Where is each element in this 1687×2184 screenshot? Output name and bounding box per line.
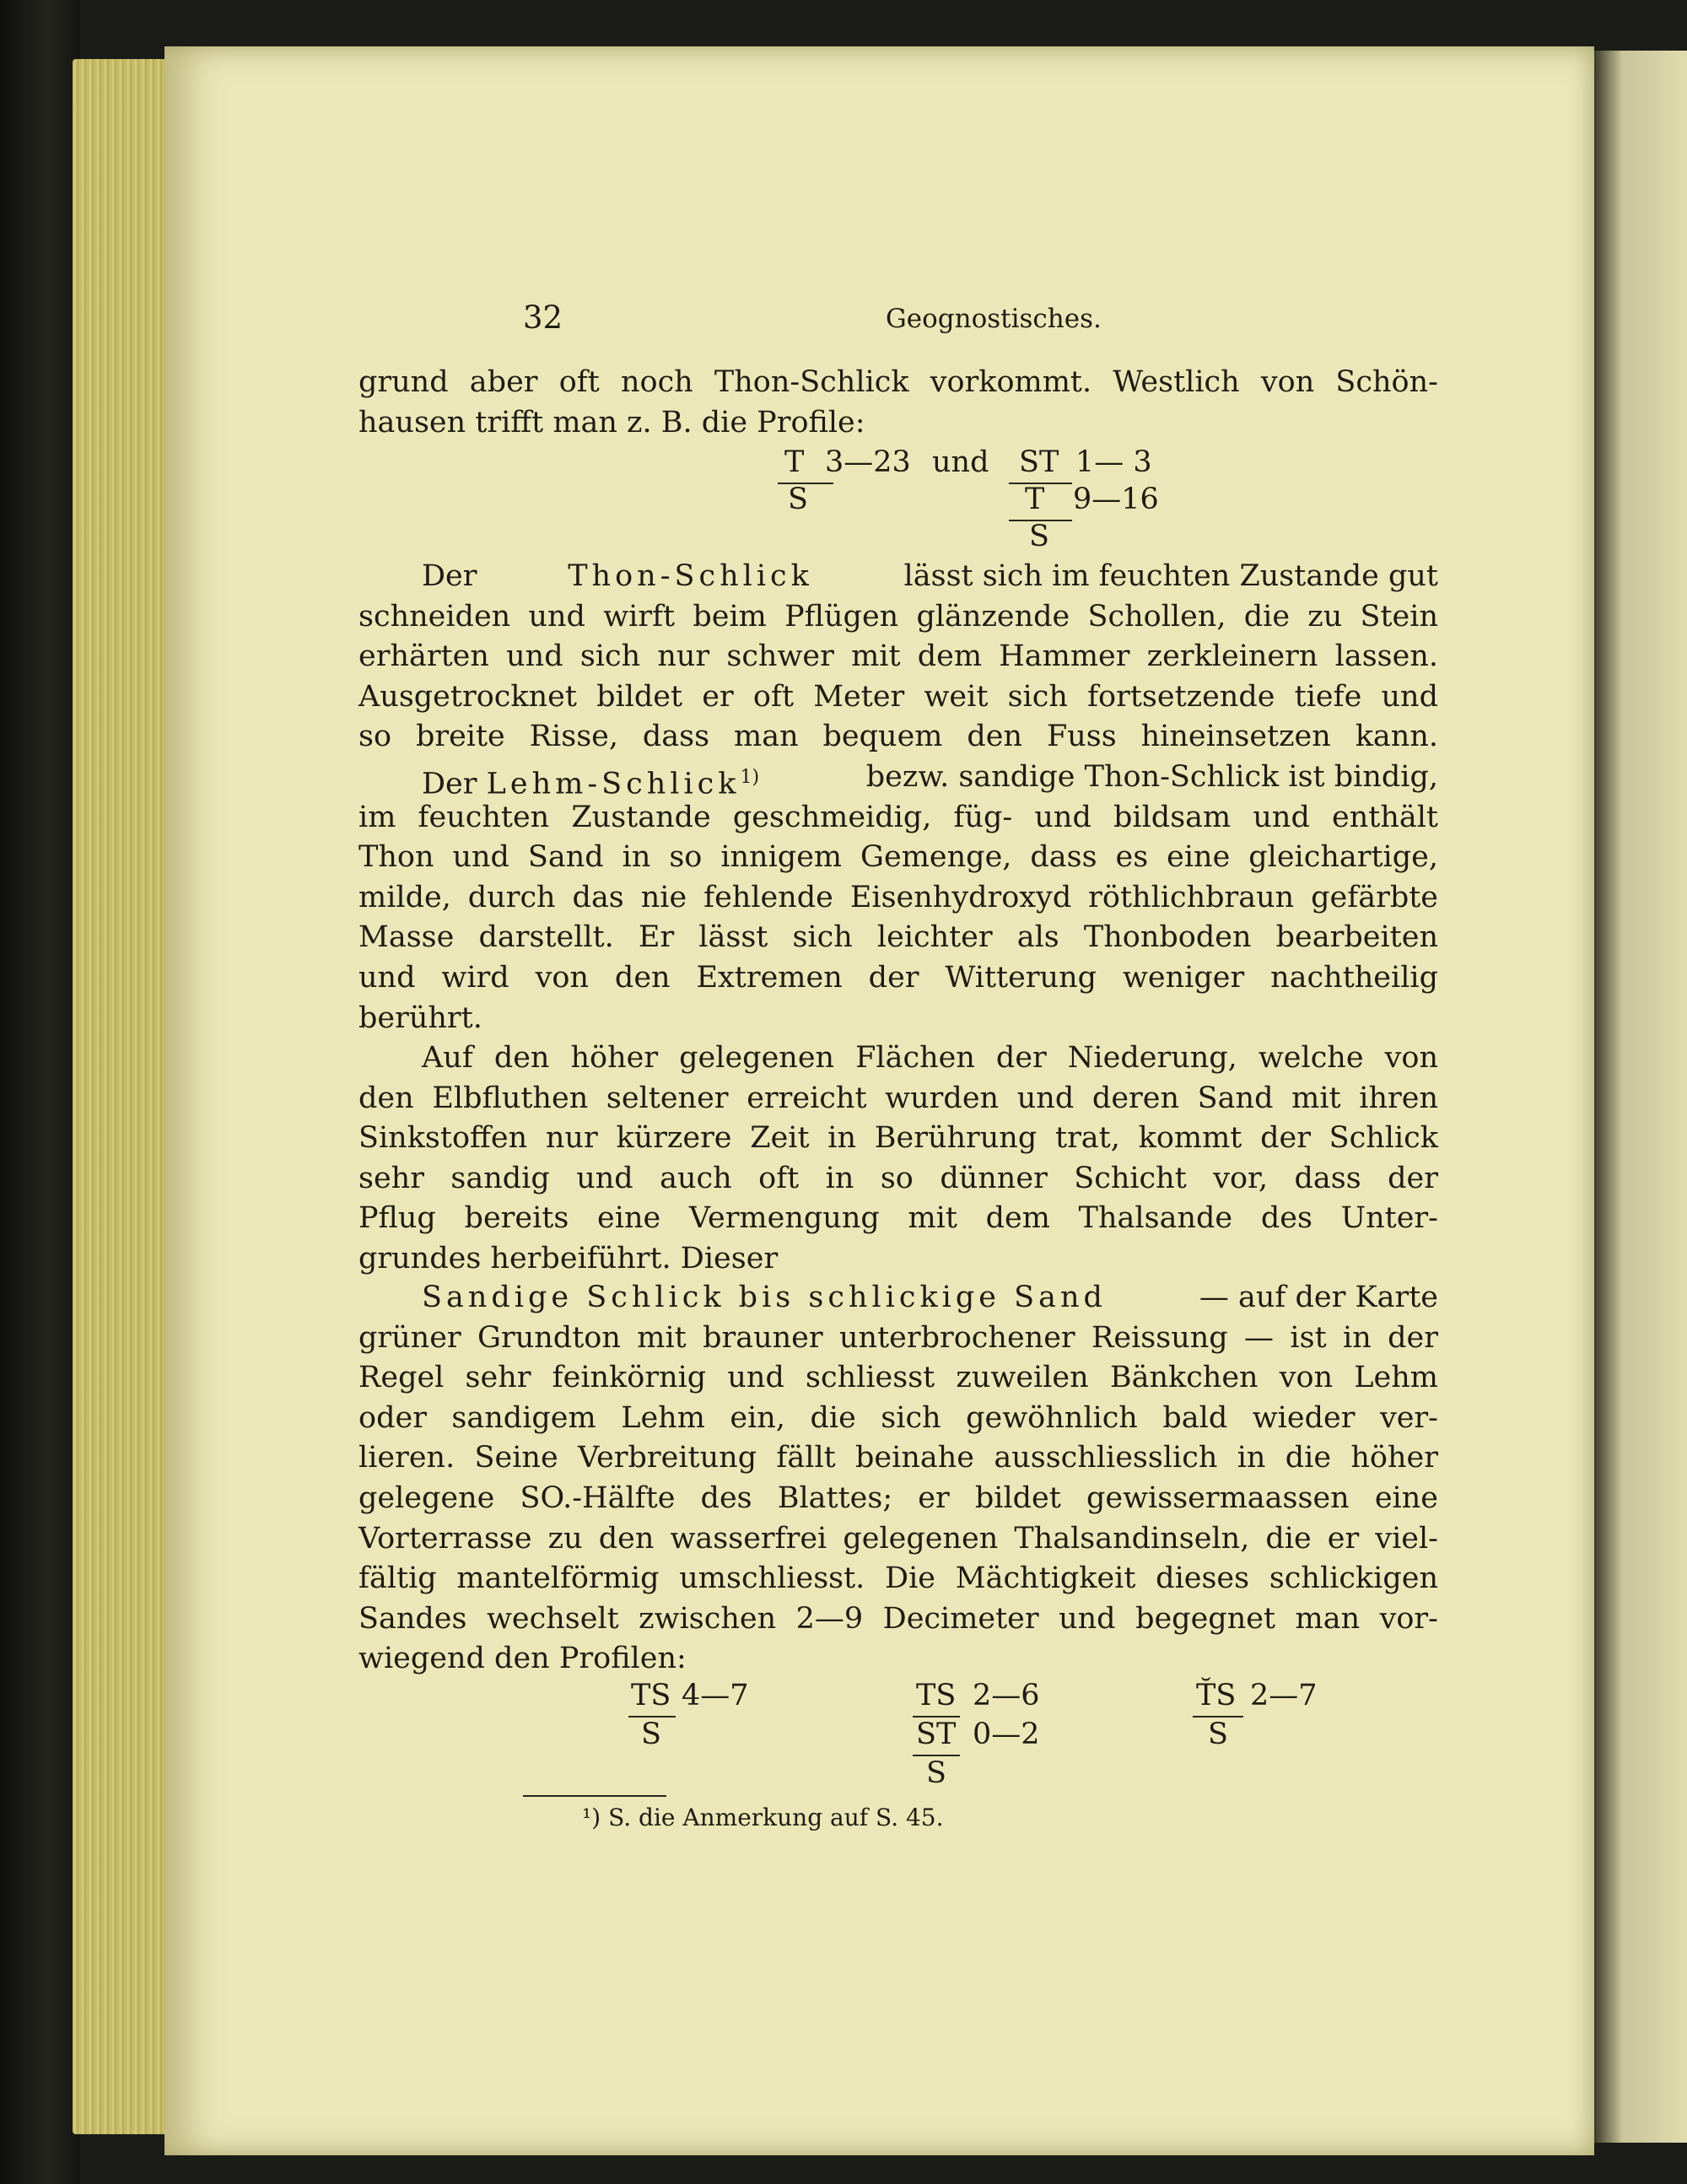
spaced-term: Lehm-Schlick bbox=[486, 767, 741, 801]
text-line: Auf den höher gelegenen Flächen der Niederung, welche von bbox=[422, 1041, 1438, 1075]
text-line: Sinkstoffen nur kürzere Zeit in Berührung trat, kommt der Schlick bbox=[358, 1121, 1438, 1156]
book-spine bbox=[0, 0, 80, 2184]
formula-term: T̆S bbox=[1196, 1679, 1237, 1712]
footnote-mark: ¹) bbox=[582, 1804, 601, 1831]
footnote-mark: 1) bbox=[740, 767, 760, 788]
formula-value: 0—2 bbox=[973, 1718, 1040, 1751]
formula-term: T bbox=[1025, 483, 1045, 516]
formula-term: S bbox=[1029, 520, 1049, 553]
formula-value: 2—7 bbox=[1250, 1679, 1318, 1712]
formula-term: TS bbox=[631, 1679, 671, 1712]
formula-term: S bbox=[788, 483, 808, 516]
paragraph-1 bbox=[358, 363, 1438, 443]
formula-value: 3—23 bbox=[825, 445, 911, 479]
text-line: milde, durch das nie fehlende Eisenhydroxyd röthlichbraun gefärbte bbox=[358, 880, 1438, 914]
text-line: Sandes wechselt zwischen 2—9 Decimeter und begegnet man vor- bbox=[358, 1601, 1438, 1636]
formula-value: 9—16 bbox=[1073, 483, 1159, 516]
formula-term: ST bbox=[916, 1718, 957, 1751]
formula-term: S bbox=[641, 1718, 661, 1751]
spaced-term: Thon-Schlick bbox=[568, 559, 813, 593]
footnote-rule bbox=[523, 1795, 666, 1797]
formula-value: 4—7 bbox=[682, 1679, 749, 1712]
adjacent-page-edge bbox=[1594, 51, 1687, 2143]
text-line: Pflug bereits eine Vermengung mit dem Thalsande des Unter- bbox=[358, 1201, 1438, 1236]
text-line: grüner Grundton mit brauner unterbrochener Reissung — ist in der bbox=[358, 1320, 1438, 1355]
text-line bbox=[358, 758, 1438, 801]
text-line: gelegene SO.-Hälfte des Blattes; er bildet gewissermaassen eine bbox=[358, 1480, 1438, 1515]
formula-term: ST bbox=[1019, 445, 1059, 479]
text-line: lieren. Seine Verbreitung fällt beinahe ausschliesslich in die höher bbox=[358, 1441, 1438, 1475]
text-line: und wird von den Extremen der Witterung weniger nachtheilig bbox=[358, 960, 1438, 995]
paragraph-2 bbox=[358, 557, 1438, 758]
formula-term: S bbox=[926, 1756, 946, 1790]
text-line: Vorterrasse zu den wasserfrei gelegenen Thalsandinseln, die er viel- bbox=[358, 1521, 1438, 1556]
footnote bbox=[582, 1804, 944, 1831]
text-line: fältig mantelförmig umschliesst. Die Mächtigkeit dieses schlickigen bbox=[358, 1561, 1438, 1596]
text-fragment: — auf der Karte bbox=[1199, 1281, 1438, 1314]
text-line: Regel sehr feinkörnig und schliesst zuweilen Bänkchen von Lehm bbox=[358, 1361, 1438, 1395]
text-line: grundes herbeiführt. Dieser bbox=[358, 1241, 779, 1275]
formula-conjunction: und bbox=[932, 445, 989, 479]
text-fragment: lässt sich im feuchten Zustande gut bbox=[903, 559, 1438, 593]
text-line: sehr sandig und auch oft in so dünner Schicht vor, dass der bbox=[358, 1161, 1438, 1195]
text-line: grund aber oft noch Thon-Schlick vorkommt. Westlich von Schön- bbox=[358, 365, 1438, 399]
page-number: 32 bbox=[523, 299, 563, 336]
text-line bbox=[358, 1278, 1438, 1318]
spaced-term: Sandige Schlick bis schlickige Sand bbox=[422, 1281, 1107, 1314]
footnote-text: S. die Anmerkung auf S. 45. bbox=[608, 1804, 944, 1831]
formula-value: 2—6 bbox=[973, 1679, 1040, 1712]
page-edges bbox=[73, 59, 167, 2134]
text-line: schneiden und wirft beim Pflügen glänzende Schollen, die zu Stein bbox=[358, 599, 1438, 634]
text-line: im feuchten Zustande geschmeidig, füg- und bildsam und enthält bbox=[358, 800, 1438, 834]
text-line: Thon und Sand in so innigem Gemenge, dass es eine gleichartige, bbox=[358, 840, 1438, 875]
text-line: Ausgetrocknet bildet er oft Meter weit sich fortsetzende tiefe und bbox=[358, 679, 1438, 714]
text-fragment: Der Lehm-Schlick$^{1)}$ bbox=[422, 767, 760, 801]
formula-term: T bbox=[784, 445, 805, 479]
running-head: Geognostisches. bbox=[886, 304, 1102, 334]
paragraph-4 bbox=[358, 1038, 1438, 1280]
paragraph-5 bbox=[358, 1278, 1438, 1680]
text-line: hausen trifft man z. B. die Profile: bbox=[358, 405, 865, 439]
text-line: den Elbfluthen seltener erreicht wurden und deren Sand mit ihren bbox=[358, 1081, 1438, 1115]
text-line: wiegend den Profilen: bbox=[358, 1642, 687, 1676]
paragraph-3 bbox=[358, 758, 1438, 1038]
formula-value: 1— 3 bbox=[1075, 445, 1152, 479]
text-line: erhärten und sich nur schwer mit dem Hammer zerkleinern lassen. bbox=[358, 639, 1438, 674]
text-fragment: Der bbox=[422, 559, 477, 593]
text-line: oder sandigem Lehm ein, die sich gewöhnlich bald wieder ver- bbox=[358, 1400, 1438, 1435]
formula-term: S bbox=[1208, 1718, 1228, 1751]
text-line: so breite Risse, dass man bequem den Fuss hineinsetzen kann. bbox=[358, 720, 1438, 754]
text-line: berührt. bbox=[358, 1000, 482, 1035]
text-fragment: bezw. sandige Thon-Schlick ist bindig, bbox=[865, 760, 1438, 794]
text-line: Masse darstellt. Er lässt sich leichter als Thonboden bearbeiten bbox=[358, 920, 1438, 955]
formula-term: TS bbox=[916, 1679, 957, 1712]
text-line bbox=[358, 557, 1438, 597]
